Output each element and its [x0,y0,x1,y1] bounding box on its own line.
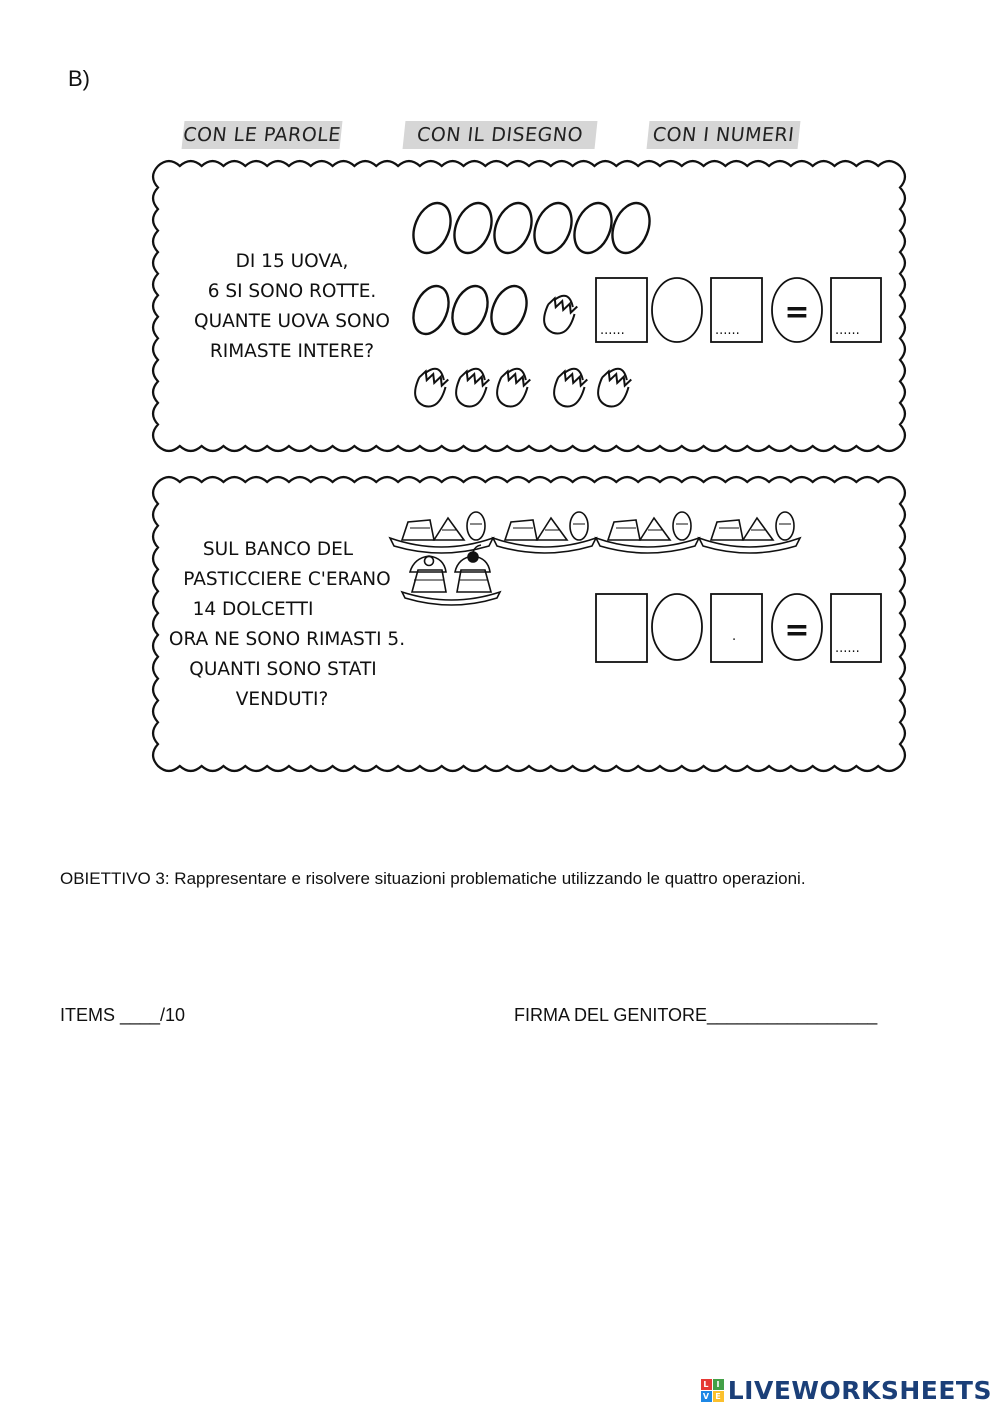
p2-box-1 [596,594,647,662]
logo-mark-v: V [701,1391,712,1402]
liveworksheets-logo [701,1376,992,1405]
pastry-tray-2 [493,512,596,553]
logo-mark-i: I [713,1379,724,1390]
broken-egg-5 [549,364,589,410]
section-label: B) [68,66,90,91]
logo-mark-e: E [713,1391,724,1402]
p1-line-4: RIMASTE INTERE? [209,341,375,362]
whole-eggs-row1 [406,198,656,259]
p2-line-6: VENDUTI? [235,689,329,710]
pastry-trays [390,512,800,553]
parent-signature-line: FIRMA DEL GENITORE_________________ [514,1005,878,1025]
header-con-il-disegno: CON IL DISEGNO [403,121,598,149]
broken-egg-3 [451,364,491,410]
header-con-le-parole: CON LE PAROLE [182,121,343,149]
p1-box-1-dots: ...... [600,323,625,338]
broken-egg-4 [492,364,532,410]
p2-box-2-mark: . [732,629,737,644]
p1-equals-sign: = [784,295,810,330]
objective-text: OBIETTIVO 3: Rappresentare e risolvere situazioni problematiche utilizzando le quattro operazioni. [60,869,806,888]
items-score: ITEMS ____/10 [60,1005,186,1025]
pastry-tray-3 [596,512,699,553]
p1-box-2-dots: ...... [715,323,740,338]
p2-line-2: PASTICCIERE C'ERANO [183,569,391,590]
logo-mark-icon [701,1379,724,1402]
p2-line-1: SUL BANCO DEL [202,539,354,560]
whole-eggs-row2 [407,281,533,339]
header-con-i-numeri: CON I NUMERI [647,121,801,149]
problem2-text [168,535,406,715]
problem1-text [183,247,401,367]
p2-operator-circle [652,594,702,660]
p1-line-2: 6 SI SONO ROTTE. [207,281,377,302]
p2-equals-sign: = [784,613,810,648]
p2-line-3: 14 DOLCETTI [192,599,314,620]
broken-egg-2 [410,364,450,410]
p1-line-1: DI 15 UOVA, [235,251,349,272]
cupcake-tray [402,545,500,605]
logo-mark-l: L [701,1379,712,1390]
p2-box-3-dots: ...... [835,641,860,656]
logo-text: LIVEWORKSHEETS [727,1376,992,1405]
p2-line-5: QUANTI SONO STATI [189,659,377,680]
p1-line-3: QUANTE UOVA SONO [194,311,390,332]
p1-box-3-dots: ...... [835,323,860,338]
broken-eggs [410,291,633,410]
p2-box-2 [711,594,762,662]
pastry-tray-4 [699,512,800,553]
p2-line-4: ORA NE SONO RIMASTI 5. [168,629,406,650]
broken-egg-6 [593,364,633,410]
p1-operator-circle [652,278,702,342]
broken-egg-1 [539,291,579,337]
